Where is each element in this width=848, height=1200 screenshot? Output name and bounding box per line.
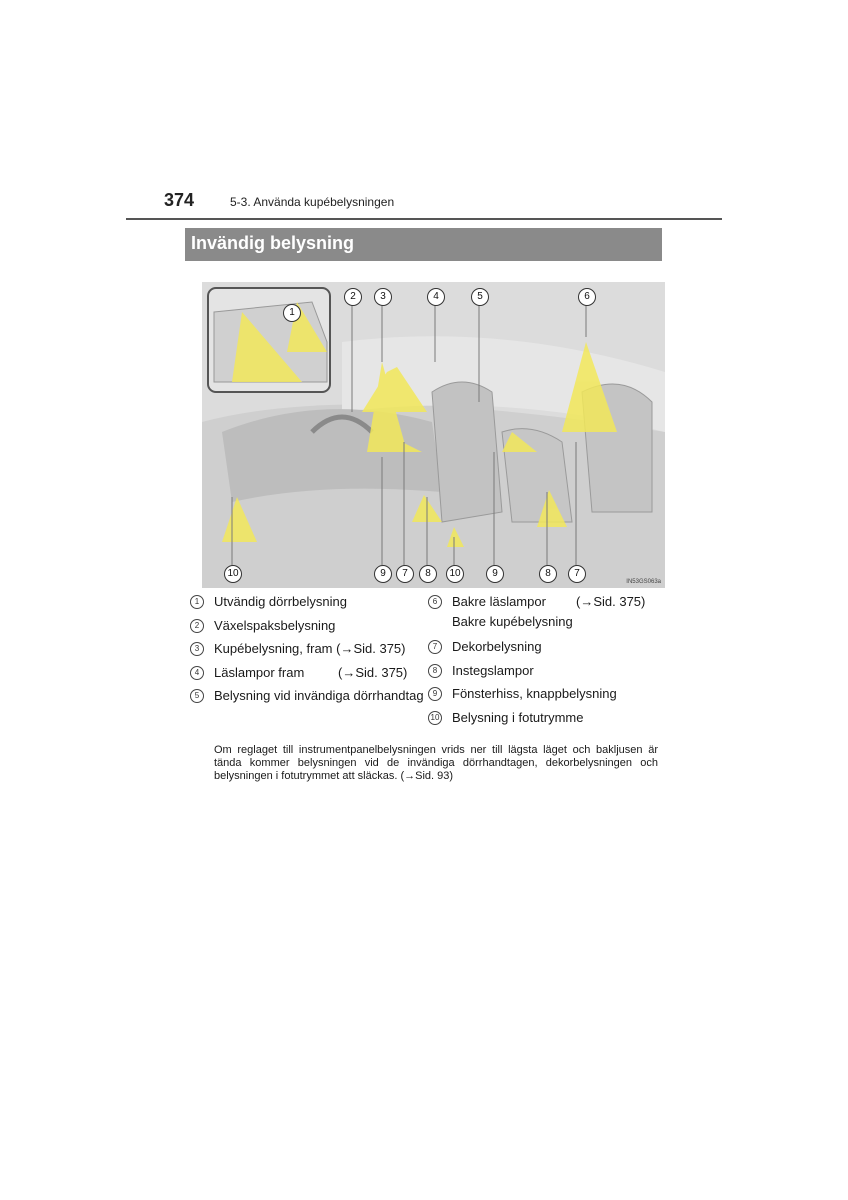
interior-lighting-illustration bbox=[202, 282, 665, 588]
legend-right bbox=[428, 592, 658, 731]
legend-marker: 5 bbox=[190, 689, 204, 703]
callout-8-front: 8 bbox=[419, 565, 437, 583]
callout-10-front: 10 bbox=[224, 565, 242, 583]
callout-10-rear: 10 bbox=[446, 565, 464, 583]
chapter-title: 5-3. Använda kupébelysningen bbox=[230, 195, 395, 209]
callout-6: 6 bbox=[578, 288, 596, 306]
legend-label: Bakre läslampor bbox=[452, 594, 546, 609]
legend-item bbox=[428, 661, 658, 685]
legend-item bbox=[190, 639, 420, 663]
legend-item bbox=[190, 592, 420, 616]
legend-marker: 1 bbox=[190, 595, 204, 609]
legend-item bbox=[428, 708, 658, 732]
callout-3: 3 bbox=[374, 288, 392, 306]
callout-8-rear: 8 bbox=[539, 565, 557, 583]
legend-label: Belysning vid invändiga dörrhandtag bbox=[214, 688, 424, 703]
legend-marker: 7 bbox=[428, 640, 442, 654]
legend-marker: 8 bbox=[428, 664, 442, 678]
note-paragraph: Om reglaget till instrumentpanelbelysningen vrids ner till lägsta läget och bakljusen är tända kommer belysningen vid de invändiga dörrhandtagen, dekorbelysningen och belysningen i fotutrymmet att släckas. (→Sid. 93) bbox=[214, 744, 658, 782]
callout-9-front: 9 bbox=[374, 565, 392, 583]
legend-label: Dekorbelysning bbox=[452, 639, 542, 654]
figure-code: IN53GS063a bbox=[626, 579, 661, 585]
legend-item bbox=[428, 684, 658, 708]
page-header bbox=[126, 190, 722, 220]
legend-item bbox=[428, 637, 658, 661]
legend-marker: 4 bbox=[190, 666, 204, 680]
legend-label: Växelspaksbelysning bbox=[214, 617, 336, 633]
section-bar bbox=[185, 228, 662, 261]
legend-marker: 6 bbox=[428, 595, 442, 609]
callout-7-rear: 7 bbox=[568, 565, 586, 583]
callout-4: 4 bbox=[427, 288, 445, 306]
legend-label: Kupébelysning, fram (→Sid. 375) bbox=[214, 641, 406, 656]
legend-marker: 10 bbox=[428, 711, 442, 725]
legend-page-ref: (→Sid. 375) bbox=[576, 594, 646, 609]
legend-item bbox=[428, 592, 658, 637]
legend-page-ref: (→Sid. 375) bbox=[338, 664, 408, 680]
page-number: 374 bbox=[164, 190, 195, 210]
car-interior-drawing bbox=[202, 282, 665, 588]
legend-marker: 3 bbox=[190, 642, 204, 656]
callout-5: 5 bbox=[471, 288, 489, 306]
callout-7-front: 7 bbox=[396, 565, 414, 583]
legend-label: Utvändig dörrbelysning bbox=[214, 594, 347, 609]
legend-left bbox=[190, 592, 424, 710]
legend-sublabel: Bakre kupébelysning bbox=[452, 614, 573, 629]
legend-item bbox=[190, 686, 424, 710]
legend-marker: 9 bbox=[428, 687, 442, 701]
legend-label: Belysning i fotutrymme bbox=[452, 709, 584, 725]
legend-label: Fönsterhiss, knappbelysning bbox=[452, 686, 617, 701]
legend-item bbox=[190, 616, 420, 640]
section-title: Invändig belysning bbox=[191, 233, 355, 253]
legend-label: Läslampor fram bbox=[214, 664, 305, 680]
callout-2: 2 bbox=[344, 288, 362, 306]
legend-marker: 2 bbox=[190, 619, 204, 633]
callout-1: 1 bbox=[283, 304, 301, 322]
callout-9-rear: 9 bbox=[486, 565, 504, 583]
legend-item bbox=[190, 663, 420, 687]
legend-label: Instegslampor bbox=[452, 662, 534, 678]
